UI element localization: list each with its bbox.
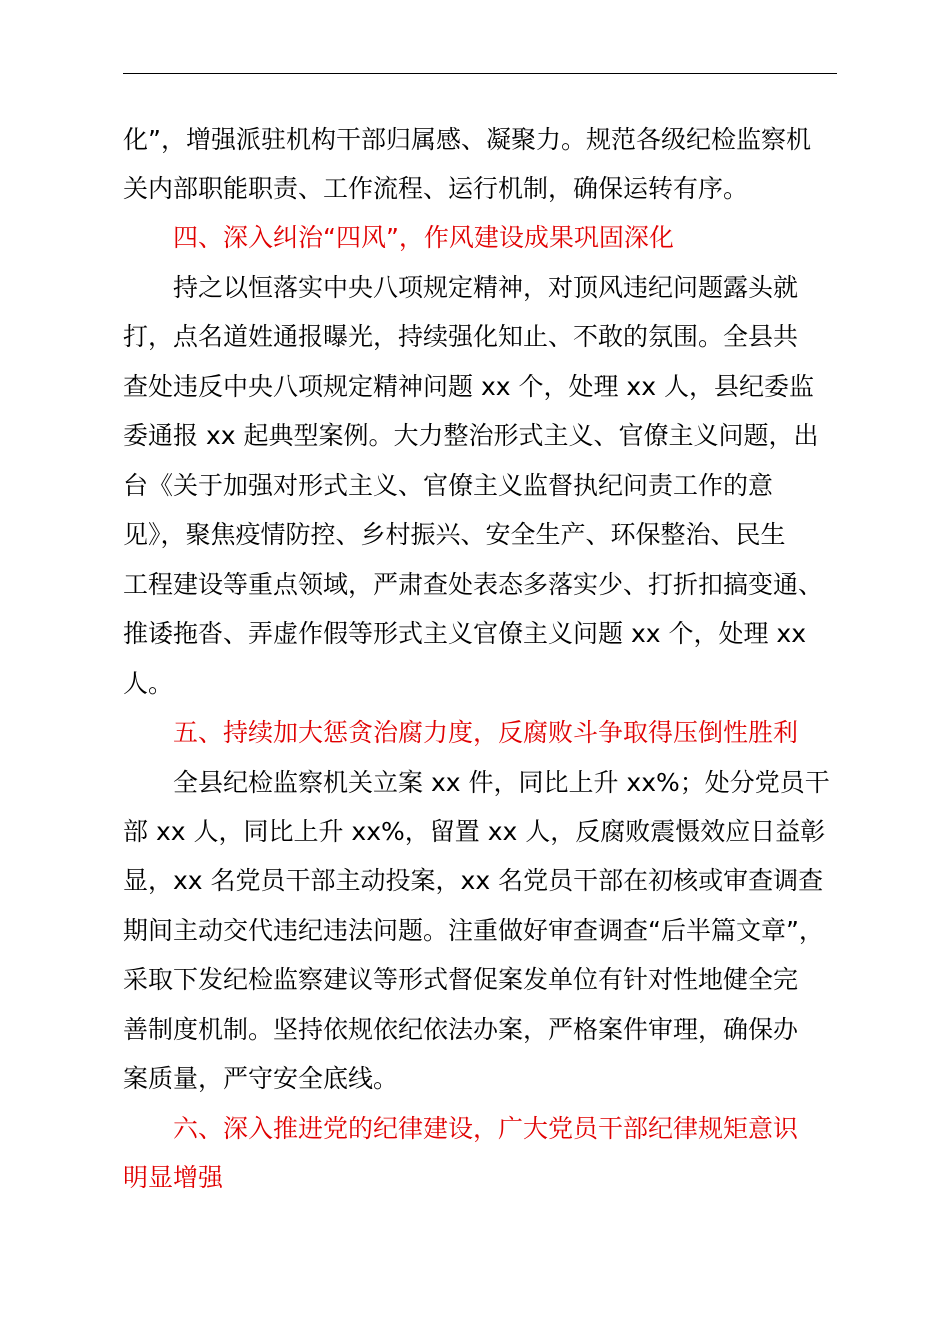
body-line: 见》，聚焦疫情防控、乡村振兴、安全生产、环保整治、民生 <box>123 520 786 549</box>
section-heading-five: 五、持续加大惩贪治腐力度，反腐败斗争取得压倒性胜利 <box>173 718 799 747</box>
body-line: 善制度机制。坚持依规依纪依法办案，严格案件审理，确保办 <box>123 1015 799 1044</box>
body-line: 采取下发纪检监察建议等形式督促案发单位有针对性地健全完 <box>123 965 799 994</box>
section-heading-six-continued: 明显增强 <box>123 1163 224 1192</box>
body-line: 打，点名道姓通报曝光，持续强化知止、不敢的氛围。全县共 <box>123 322 799 351</box>
body-line: 工程建设等重点领域，严肃查处表态多落实少、打折扣搞变通、 <box>123 570 824 599</box>
body-line: 全县纪检监察机关立案 xx 件，同比上升 xx%；处分党员干 <box>173 768 830 797</box>
body-line: 持之以恒落实中央八项规定精神，对顶风违纪问题露头就 <box>173 273 799 302</box>
body-line: 推诿拖沓、弄虚作假等形式主义官僚主义问题 xx 个，处理 xx <box>123 619 807 648</box>
body-line: 部 xx 人，同比上升 xx%，留置 xx 人，反腐败震慑效应日益彰 <box>123 817 826 846</box>
header-rule <box>123 73 837 74</box>
body-line: 关内部职能职责、工作流程、运行机制，确保运转有序。 <box>123 174 749 203</box>
section-heading-six: 六、深入推进党的纪律建设，广大党员干部纪律规矩意识 <box>173 1114 799 1143</box>
body-line: 显，xx 名党员干部主动投案，xx 名党员干部在初核或审查调查 <box>123 866 824 895</box>
body-line: 人。 <box>123 669 174 698</box>
body-line: 期间主动交代违纪违法问题。注重做好审查调查“后半篇文章”， <box>123 916 824 945</box>
body-line: 台《关于加强对形式主义、官僚主义监督执纪问责工作的意 <box>123 471 774 500</box>
body-line: 化”，增强派驻机构干部归属感、凝聚力。规范各级纪检监察机 <box>123 125 811 154</box>
section-heading-four: 四、深入纠治“四风”，作风建设成果巩固深化 <box>173 223 674 252</box>
body-line: 查处违反中央八项规定精神问题 xx 个，处理 xx 人，县纪委监 <box>123 372 814 401</box>
body-line: 案质量，严守安全底线。 <box>123 1064 399 1093</box>
body-line: 委通报 xx 起典型案例。大力整治形式主义、官僚主义问题，出 <box>123 421 819 450</box>
